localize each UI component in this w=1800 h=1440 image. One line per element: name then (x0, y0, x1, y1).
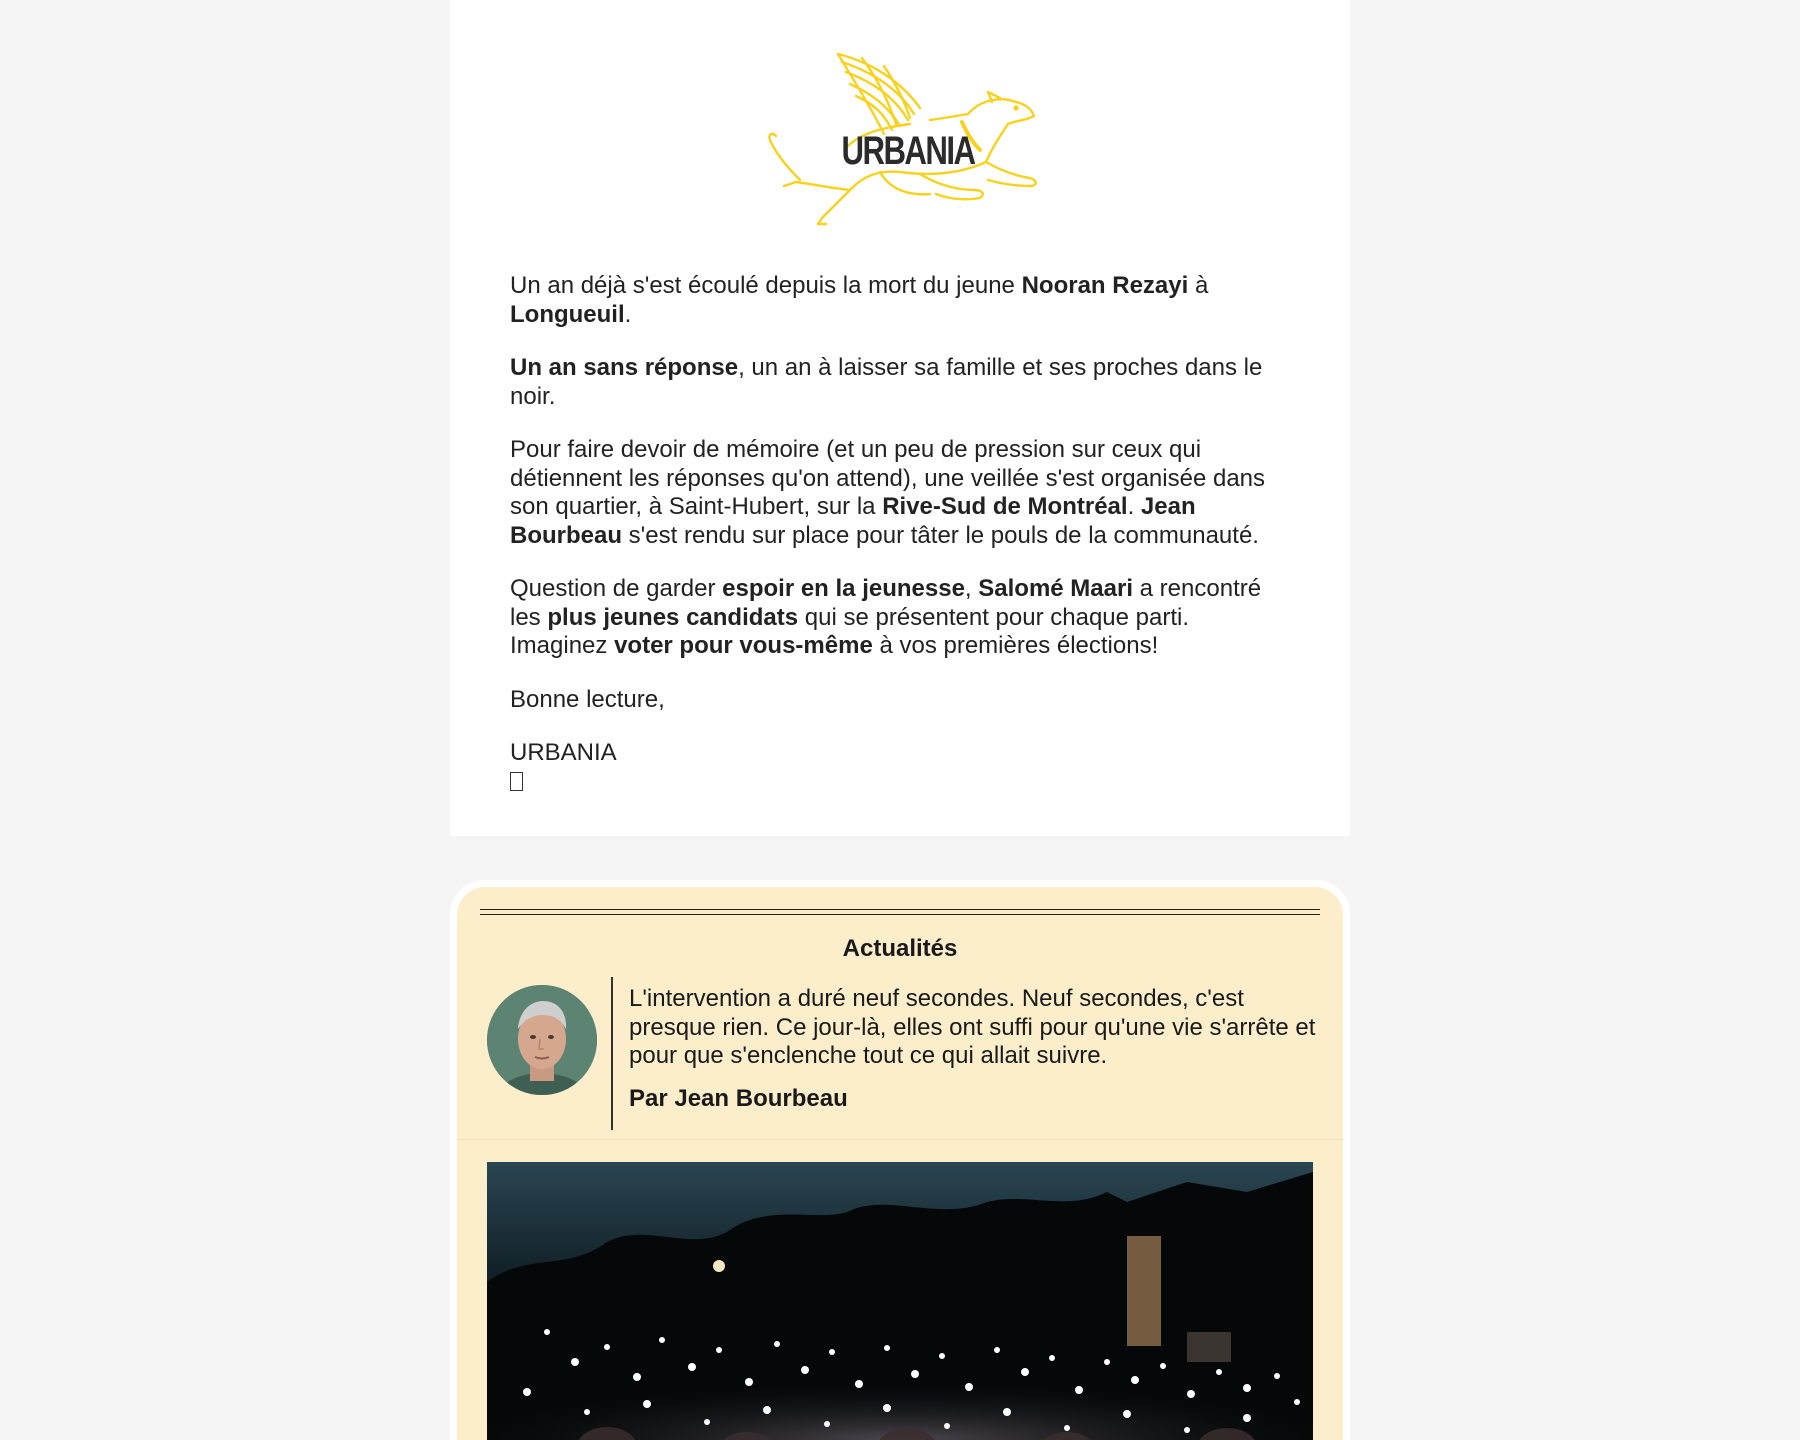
urbania-logo[interactable] (760, 44, 1050, 226)
section-title: Actualités (842, 935, 958, 962)
intro-paragraph-2: Un an sans réponse, un an à laisser sa famille et ses proches dans le noir. (510, 354, 1263, 410)
intro-card (450, 0, 1350, 836)
closing-text: Bonne lecture, (510, 685, 665, 713)
article-blurb: L'intervention a duré neuf secondes. Neuf secondes, c'est presque rien. Ce jour-là, elles ont suffi pour qu'une vie s'arrête et pour que s'enclenche tout ce qui allait suivre. (629, 985, 1316, 1069)
signature-block (510, 739, 1280, 796)
section-divider (457, 1139, 1343, 1140)
intro-text (510, 272, 1280, 796)
intro-paragraph-1: Un an déjà s'est écoulé depuis la mort du jeune Nooran Rezayi à Longueuil. (510, 272, 1209, 328)
signature-text: URBANIA (510, 739, 617, 766)
news-section-background (457, 887, 1343, 1440)
logo-wordmark: URBANIA (841, 128, 975, 173)
double-rule-top (480, 909, 1320, 910)
double-rule-bottom (480, 914, 1320, 915)
news-section (450, 880, 1350, 1440)
intro-paragraph-4: Question de garder espoir en la jeunesse, Salomé Maari a rencontré les plus jeunes candidats qui se présentent pour chaque parti. Imaginez voter pour vous-même à vos premières élections! (510, 575, 1262, 659)
article-photo[interactable] (487, 1162, 1313, 1440)
intro-paragraph-3: Pour faire devoir de mémoire (et un peu de pression sur ceux qui détiennent les réponses qu'on attend), une veillée s'est organisée dans son quartier, à Saint-Hubert, sur la Rive-Sud de Montréal. Jean Bourbeau s'est rendu sur place pour tâter le pouls de la communauté. (510, 436, 1266, 549)
quote-divider (611, 977, 613, 1130)
article-author: Par Jean Bourbeau (629, 1085, 848, 1112)
author-avatar (487, 985, 597, 1095)
missing-glyph-icon (510, 772, 523, 791)
